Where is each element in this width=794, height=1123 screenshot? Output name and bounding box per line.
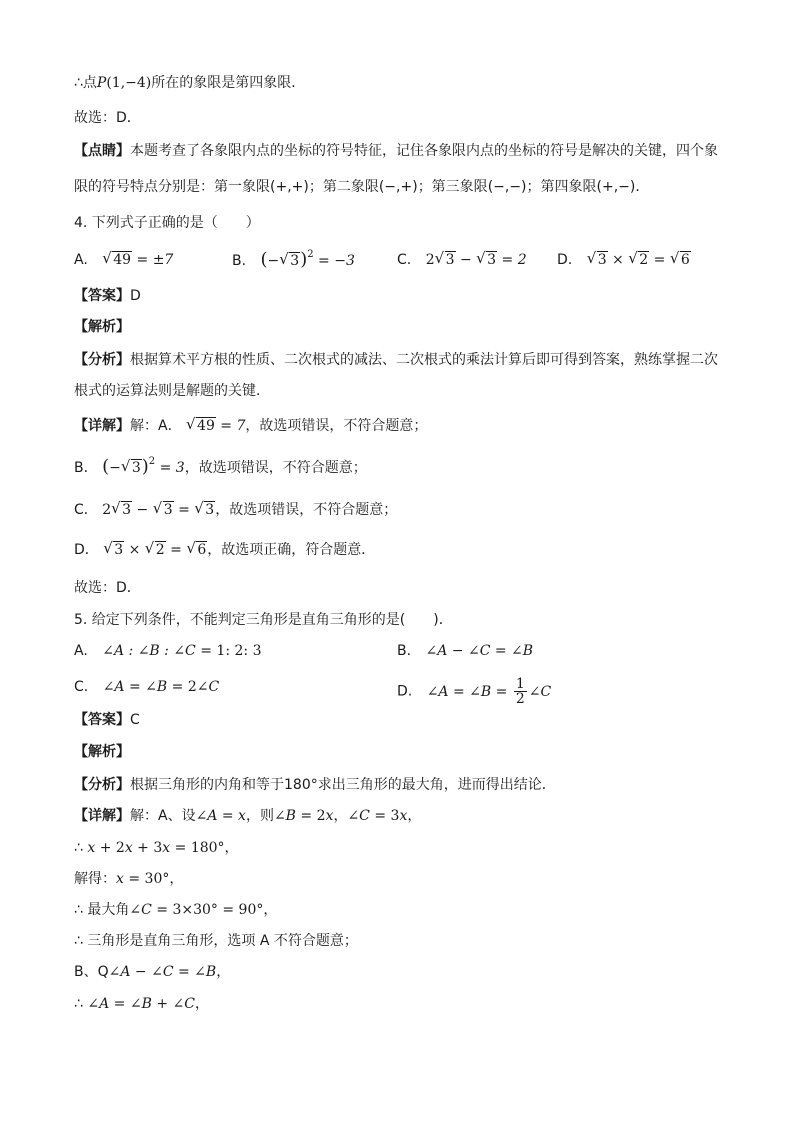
question-4-stem: 4. 下列式子正确的是（ ） xyxy=(74,215,260,231)
max-angle: ∴ 最大角∠C = 3×30° = 90°， xyxy=(74,902,278,918)
q5-option-c: C. ∠A = ∠B = 2∠C xyxy=(74,679,220,695)
point-p-expression: P(1,−4) xyxy=(96,75,152,91)
equation-sum: ∴ x + 2x + 3x = 180°， xyxy=(74,840,239,856)
detail-4-c: C． 2√ 3 − √ 3 = √ 3，故选项错误，不符合题意； xyxy=(74,500,397,520)
detail-5-b-therefore: ∴ ∠A = ∠B + ∠C， xyxy=(74,996,209,1012)
dianjing-line-2: 限的符号特点分别是：第一象限(+,+)；第二象限(−,+)；第三象限(−,−)；第四象限(+,−)． xyxy=(74,179,650,195)
answer-5: 【答案】C xyxy=(74,712,140,728)
detail-4-d: D． √ 3 × √ 2 = √ 6，故选项正确，符合题意． xyxy=(74,540,375,560)
q5-option-d: D. ∠A = ∠B = $\frac{1}{2}$ ∠C xyxy=(397,676,552,707)
analysis-4-line-2: 根式的运算法则是解题的关键． xyxy=(74,383,270,399)
solve-x: 解得：x = 30°， xyxy=(74,871,184,887)
choice-line-3: 故选：D． xyxy=(74,110,141,126)
q4-option-b: B. (−√ 3)$^2$ = −3 xyxy=(232,250,355,273)
dianjing-line-1: 【点睛】本题考查了各象限内点的坐标的符号特征，记住各象限内点的坐标的符号是解决的关键，四个象 xyxy=(74,143,718,159)
q5-option-b: B. ∠A − ∠C = ∠B xyxy=(397,643,534,659)
detail-4-b: B． (−√ 3)$^2$ = 3，故选项错误，不符合题意； xyxy=(74,457,367,480)
q5-option-a: A. ∠A : ∠B : ∠C = 1: 2: 3 xyxy=(74,643,262,659)
answer-4: 【答案】D xyxy=(74,288,141,304)
conclusion-point-quadrant: ∴点P(1,−4)所在的象限是第四象限． xyxy=(74,75,306,91)
q4-option-d: D. √ 3 × √ 2 = √ 6 xyxy=(557,250,691,270)
detail-5-a: 【详解】解：A、设∠A = x，则∠B = 2x，∠C = 3x， xyxy=(74,808,422,824)
analysis-4-line-1: 【分析】根据算术平方根的性质、二次根式的减法、二次根式的乘法计算后即可得到答案，熟练掌握二次 xyxy=(74,352,718,368)
choice-line-4: 故选：D． xyxy=(74,580,141,596)
detail-5-b: B、Q∠A − ∠C = ∠B， xyxy=(74,964,231,980)
jiexi-heading-5: 【解析】 xyxy=(74,744,130,760)
question-5-stem: 5. 给定下列条件，不能判定三角形是直角三角形的是( )． xyxy=(74,612,453,628)
detail-4-a: 【详解】解：A． √ 49 = 7，故选项错误，不符合题意； xyxy=(74,416,427,436)
q4-option-a: A. √ 49 = ±7 xyxy=(74,250,173,270)
analysis-5: 【分析】根据三角形的内角和等于180°求出三角形的最大角，进而得出结论． xyxy=(74,777,556,793)
q4-option-c: C. 2√ 3 − √ 3 = 2 xyxy=(397,250,527,270)
jiexi-heading-4: 【解析】 xyxy=(74,319,130,335)
triangle-conclusion: ∴ 三角形是直角三角形，选项 A 不符合题意； xyxy=(74,933,358,949)
